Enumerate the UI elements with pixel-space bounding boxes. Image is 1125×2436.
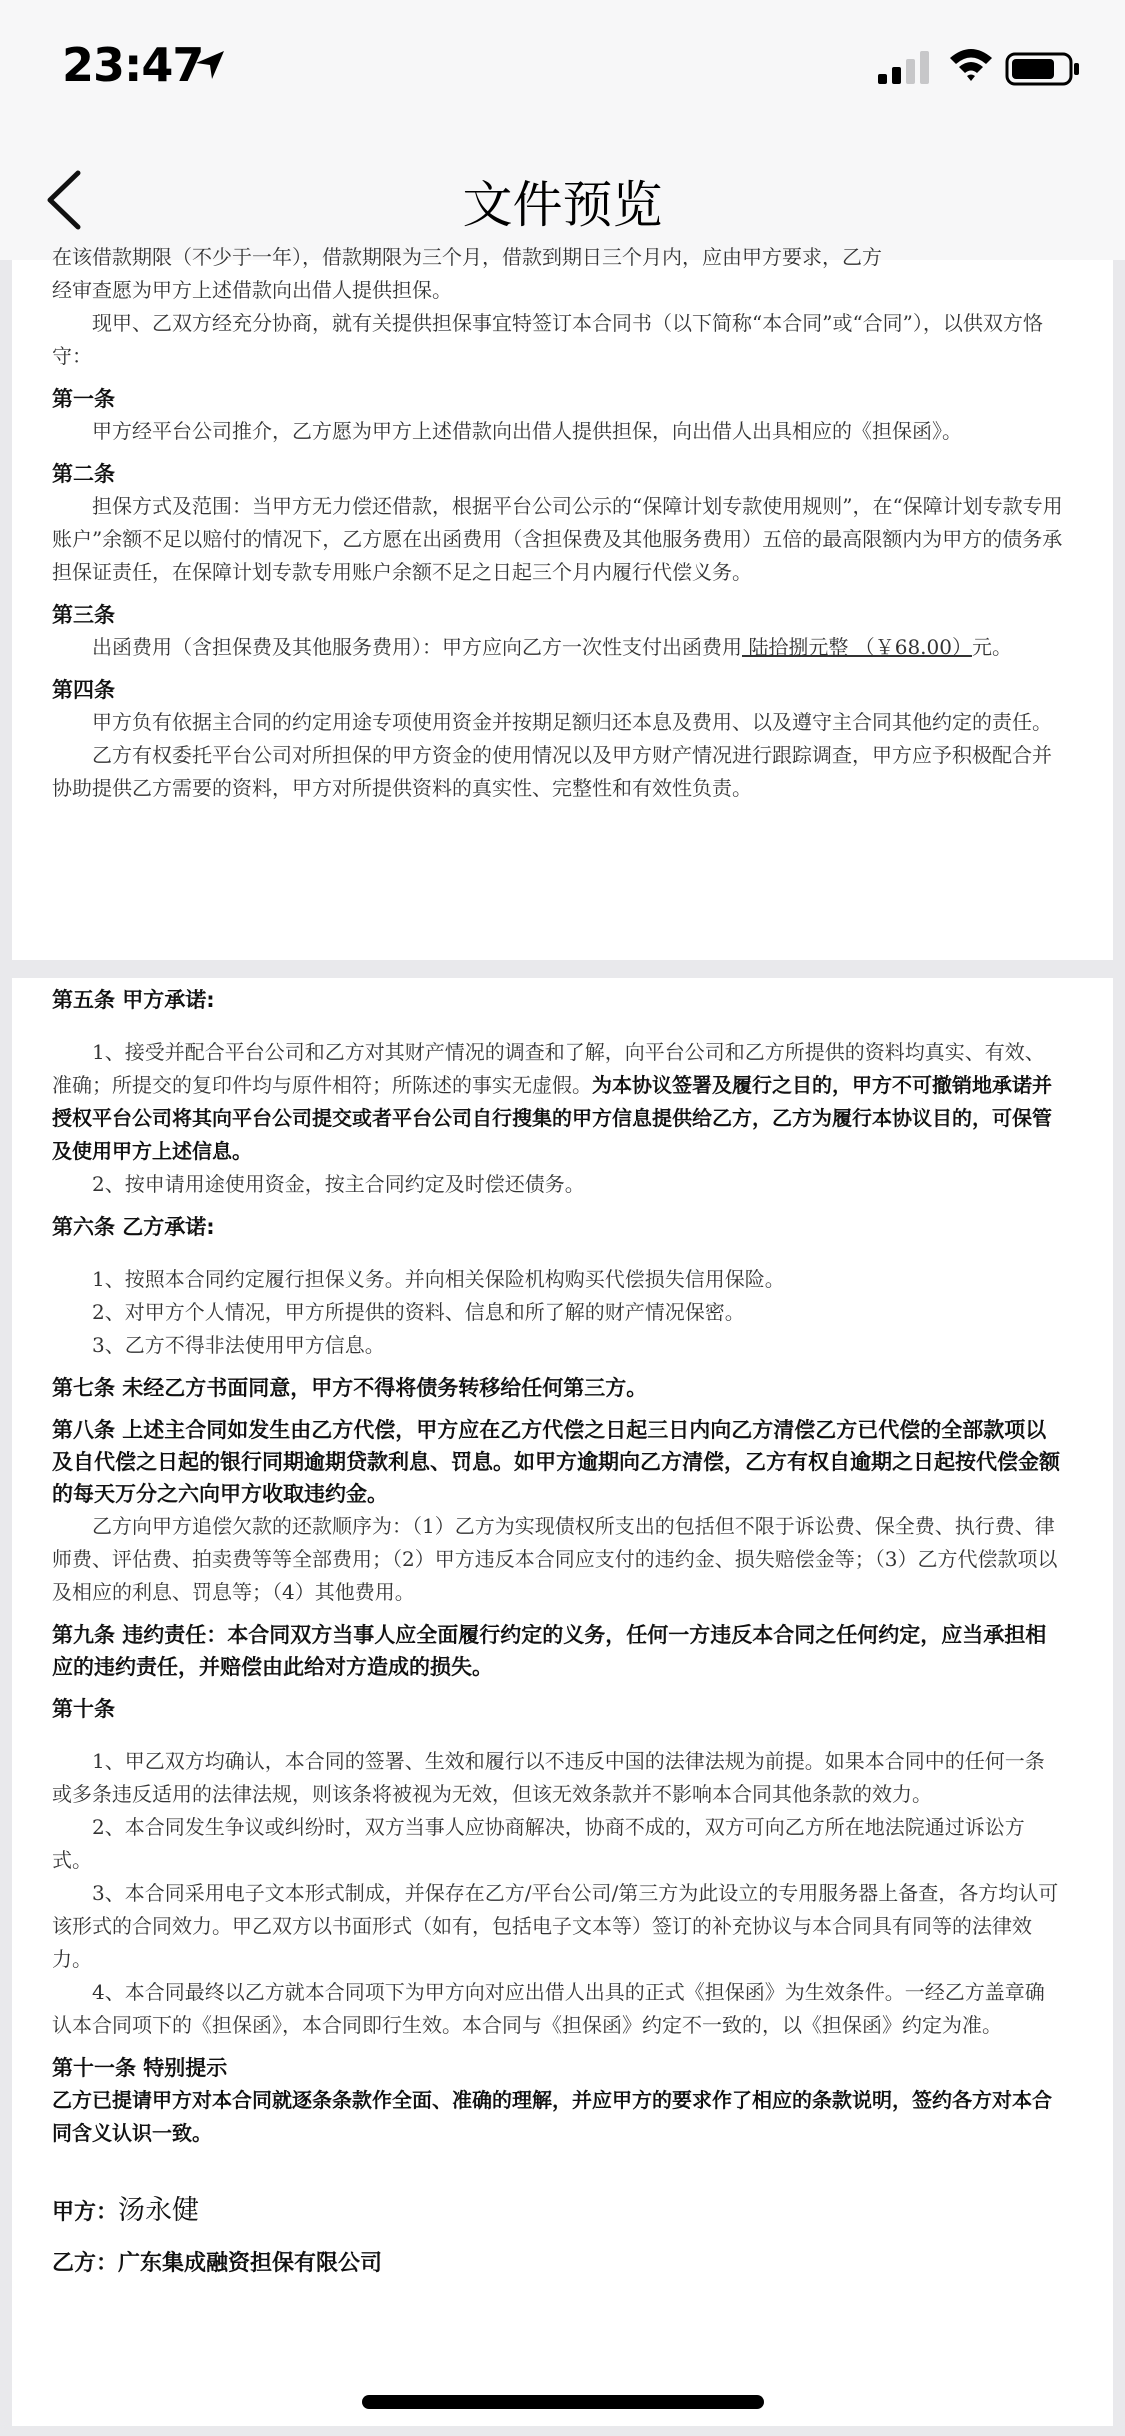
article-heading: 第六条 乙方承诺: bbox=[52, 1215, 215, 1239]
paragraph bbox=[52, 631, 1063, 664]
commitment-text: 1、接受并配合平台公司和乙方对其财产情况的调查和了解，向平台公司和乙方所提供的资料均真实、有效、准确；所提交的复印件均与原件相符；所陈述的事实无虚假。 bbox=[52, 1040, 1045, 1097]
paragraph: 1、按照本合同约定履行担保义务。并向相关保险机构购买代偿损失信用保险。 bbox=[92, 1267, 785, 1291]
document-text bbox=[52, 241, 1063, 805]
fee-unit: 元。 bbox=[971, 635, 1012, 659]
party-b-name: 广东集成融资担保有限公司 bbox=[118, 2251, 383, 2276]
paragraph: 2、对甲方个人情况，甲方所提供的资料、信息和所了解的财产情况保密。 bbox=[92, 1300, 745, 1324]
article-heading: 第八条 上述主合同如发生由乙方代偿，甲方应在乙方代偿之日起三日内向乙方清偿乙方已代偿的全部款项以及自代偿之日起的银行同期逾期贷款利息、罚息。如甲方逾期向乙方清偿，乙方有权自逾期之日起按代偿金额的每天万分之六向甲方收取违约金。 bbox=[52, 1418, 1060, 1506]
cut-off-line: 在该借款期限（不少于一年），借款期限为三个月，借款到期日三个月内，应由甲方要求，乙方 bbox=[52, 245, 882, 269]
wifi-icon bbox=[948, 46, 994, 84]
article-heading: 第十一条 特别提示 bbox=[52, 2056, 228, 2080]
paragraph: 乙方有权委托平台公司对所担保的甲方资金的使用情况以及甲方财产情况进行跟踪调查，甲方应予积极配合并协助提供乙方需要的资料，甲方对所提供资料的真实性、完整性和有效性负责。 bbox=[52, 743, 1052, 800]
fee-text: 出函费用（含担保费及其他服务费用）：甲方应向乙方一次性支付出函费用 bbox=[92, 635, 742, 659]
article-heading: 第一条 bbox=[52, 387, 115, 411]
party-a-name: 汤永健 bbox=[118, 2195, 200, 2226]
paragraph: 3、本合同采用电子文本形式制成，并保存在乙方/平台公司/第三方为此设立的专用服务器上备查，各方均认可该形式的合同效力。甲乙双方以书面形式（如有，包括电子文本等）签订的补充协议与本合同具有同等的法律效力。 bbox=[52, 1881, 1059, 1971]
battery-icon bbox=[1005, 52, 1081, 86]
paragraph: 1、甲乙双方均确认，本合同的签署、生效和履行以不违反中国的法律法规为前提。如果本合同中的任何一条或多条违反适用的法律法规，则该条将被视为无效，但该无效条款并不影响本合同其他条款的效力。 bbox=[52, 1749, 1045, 1806]
document-page-2[interactable] bbox=[12, 978, 1113, 2426]
paragraph: 2、按申请用途使用资金，按主合同约定及时偿还债务。 bbox=[92, 1172, 585, 1196]
paragraph: 2、本合同发生争议或纠纷时，双方当事人应协商解决，协商不成的，双方可向乙方所在地法院通过诉讼方式。 bbox=[52, 1815, 1025, 1872]
article-heading: 第十条 bbox=[52, 1697, 115, 1721]
status-bar bbox=[0, 0, 1125, 135]
paragraph bbox=[52, 1036, 1063, 1168]
article-heading: 第四条 bbox=[52, 678, 115, 702]
cellular-signal-icon bbox=[876, 50, 936, 84]
location-arrow-icon bbox=[193, 48, 227, 82]
party-b-label: 乙方： bbox=[52, 2251, 119, 2276]
status-time: 23:47 bbox=[62, 38, 204, 92]
article-heading: 第五条 甲方承诺: bbox=[52, 988, 215, 1012]
paragraph: 现甲、乙双方经充分协商，就有关提供担保事宜特签订本合同书（以下简称“本合同”或“合同”），以供双方恪守： bbox=[52, 311, 1043, 368]
document-text bbox=[52, 974, 1063, 2280]
fee-amount: 陆拾捌元整 （￥68.00） bbox=[742, 635, 972, 659]
party-a-label: 甲方： bbox=[52, 2200, 119, 2225]
party-a-signature bbox=[52, 2194, 1063, 2229]
paragraph: 3、乙方不得非法使用甲方信息。 bbox=[92, 1333, 385, 1357]
paragraph: 甲方经平台公司推介，乙方愿为甲方上述借款向出借人提供担保，向出借人出具相应的《担保函》。 bbox=[92, 419, 962, 443]
article-heading: 第二条 bbox=[52, 462, 115, 486]
commitment-bold-text: 为本协议签署及履行之目的，甲方不可撤销地承诺并授权平台公司将其向平台公司提交或者平台公司自行搜集的甲方信息提供给乙方，乙方为履行本协议目的，可保管及使用甲方上述信息。 bbox=[52, 1073, 1052, 1163]
article-heading: 第三条 bbox=[52, 603, 115, 627]
page-title: 文件预览 bbox=[462, 176, 663, 234]
paragraph: 4、本合同最终以乙方就本合同项下为甲方向对应出借人出具的正式《担保函》为生效条件。一经乙方盖章确认本合同项下的《担保函》，本合同即行生效。本合同与《担保函》约定不一致的，以《担保函》约定为准。 bbox=[52, 1980, 1045, 2037]
paragraph: 乙方已提请甲方对本合同就逐条条款作全面、准确的理解，并应甲方的要求作了相应的条款说明，签约各方对本合同含义认识一致。 bbox=[52, 2088, 1052, 2145]
paragraph: 担保方式及范围：当甲方无力偿还借款，根据平台公司公示的“保障计划专款使用规则”，在“保障计划专款专用账户”余额不足以赔付的情况下，乙方愿在出函费用（含担保费及其他服务费用）五倍的最高限额内为甲方的债务承担保证责任，在保障计划专款专用账户余额不足之日起三个月内履行代偿义务。 bbox=[52, 494, 1063, 584]
party-b-signature bbox=[52, 2247, 1063, 2280]
document-page-1[interactable] bbox=[12, 245, 1113, 960]
article-heading: 第九条 违约责任：本合同双方当事人应全面履行约定的义务，任何一方违反本合同之任何约定，应当承担相应的违约责任，并赔偿由此给对方造成的损失。 bbox=[52, 1623, 1047, 1679]
article-heading: 第七条 未经乙方书面同意，甲方不得将债务转移给任何第三方。 bbox=[52, 1376, 648, 1400]
home-indicator[interactable] bbox=[362, 2395, 764, 2409]
paragraph: 经审查愿为甲方上述借款向出借人提供担保。 bbox=[52, 278, 452, 302]
paragraph: 乙方向甲方追偿欠款的还款顺序为：（1）乙方为实现债权所支出的包括但不限于诉讼费、保全费、执行费、律师费、评估费、拍卖费等等全部费用；（2）甲方违反本合同应支付的违约金、损失赔偿金等；（3）乙方代偿款项以及相应的利息、罚息等；（4）其他费用。 bbox=[52, 1514, 1058, 1604]
paragraph: 甲方负有依据主合同的约定用途专项使用资金并按期足额归还本息及费用、以及遵守主合同其他约定的责任。 bbox=[92, 710, 1052, 734]
